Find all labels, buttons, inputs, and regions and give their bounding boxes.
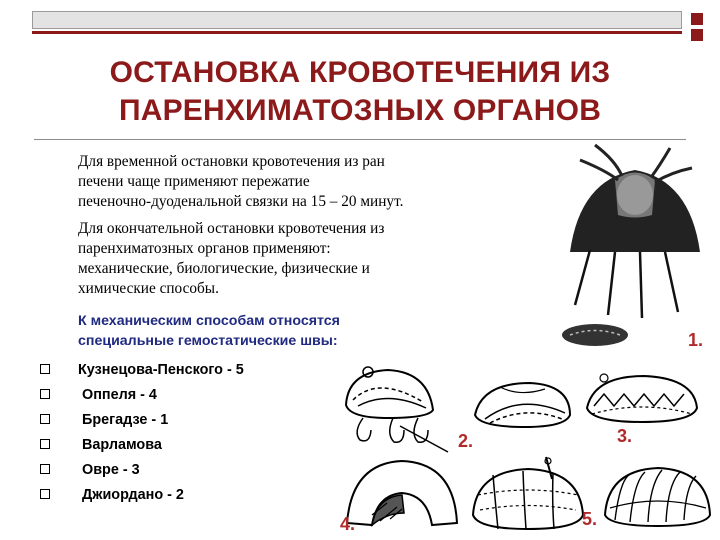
paragraph-line: Для временной остановки кровотечения из ран xyxy=(78,153,385,170)
paragraph-line: специальные гемостатические швы: xyxy=(78,333,338,349)
suture-illustration-1 xyxy=(560,140,710,355)
figure-number-1: 1. xyxy=(688,330,704,350)
title-line-1: ОСТАНОВКА КРОВОТЕЧЕНИЯ ИЗ xyxy=(109,56,611,89)
suture-illustration-5 xyxy=(342,455,462,533)
figure-number-5: 5. xyxy=(582,509,598,529)
suture-illustration-7 xyxy=(600,460,715,532)
paragraph-line: Для окончательной остановки кровотечения из xyxy=(78,220,385,237)
paragraph-line: К механическим способам относятся xyxy=(78,313,340,329)
figure-number-2: 2. xyxy=(458,431,474,451)
square-bullet-icon xyxy=(40,414,50,424)
paragraph-line: химические способы. xyxy=(78,280,219,297)
paragraph-line: печеночно-дуоденальной связки на 15 – 20 минут. xyxy=(78,193,404,210)
paragraph-temporary-stop xyxy=(78,152,518,212)
slide-title xyxy=(30,54,690,130)
square-bullet-icon xyxy=(40,464,50,474)
figure-number-4: 4. xyxy=(340,514,356,534)
paragraph-mechanical-methods xyxy=(78,311,518,351)
list-item-text: Кузнецова-Пенского - 5 xyxy=(78,362,244,378)
suture-illustration-6 xyxy=(468,455,588,535)
list-item-text: Брегадзе - 1 xyxy=(78,412,169,428)
title-line-2: ПАРЕНХИМАТОЗНЫХ ОРГАНОВ xyxy=(118,94,602,127)
paragraph-line: паренхиматозных органов применяют: xyxy=(78,240,331,257)
suture-illustration-2 xyxy=(338,360,458,458)
list-item-text: Оппеля - 4 xyxy=(78,387,157,403)
paragraph-final-stop xyxy=(78,219,518,299)
suture-illustration-4 xyxy=(582,370,707,432)
list-item-text: Джиордано - 2 xyxy=(78,487,184,503)
suture-illustration-3 xyxy=(470,375,580,437)
square-bullet-icon xyxy=(40,489,50,499)
square-bullet-icon xyxy=(40,364,50,374)
square-bullet-icon xyxy=(40,389,50,399)
figure-number-3: 3. xyxy=(617,426,633,446)
square-bullet-icon xyxy=(40,439,50,449)
paragraph-line: печени чаще применяют пережатие xyxy=(78,173,310,190)
top-accent-line xyxy=(32,31,682,34)
list-item-text: Овре - 3 xyxy=(78,462,140,478)
top-decorative-bar xyxy=(32,11,682,29)
paragraph-line: механические, биологические, физические и xyxy=(78,260,370,277)
corner-squares-icon xyxy=(689,11,705,45)
list-item-text: Варламова xyxy=(78,437,162,453)
